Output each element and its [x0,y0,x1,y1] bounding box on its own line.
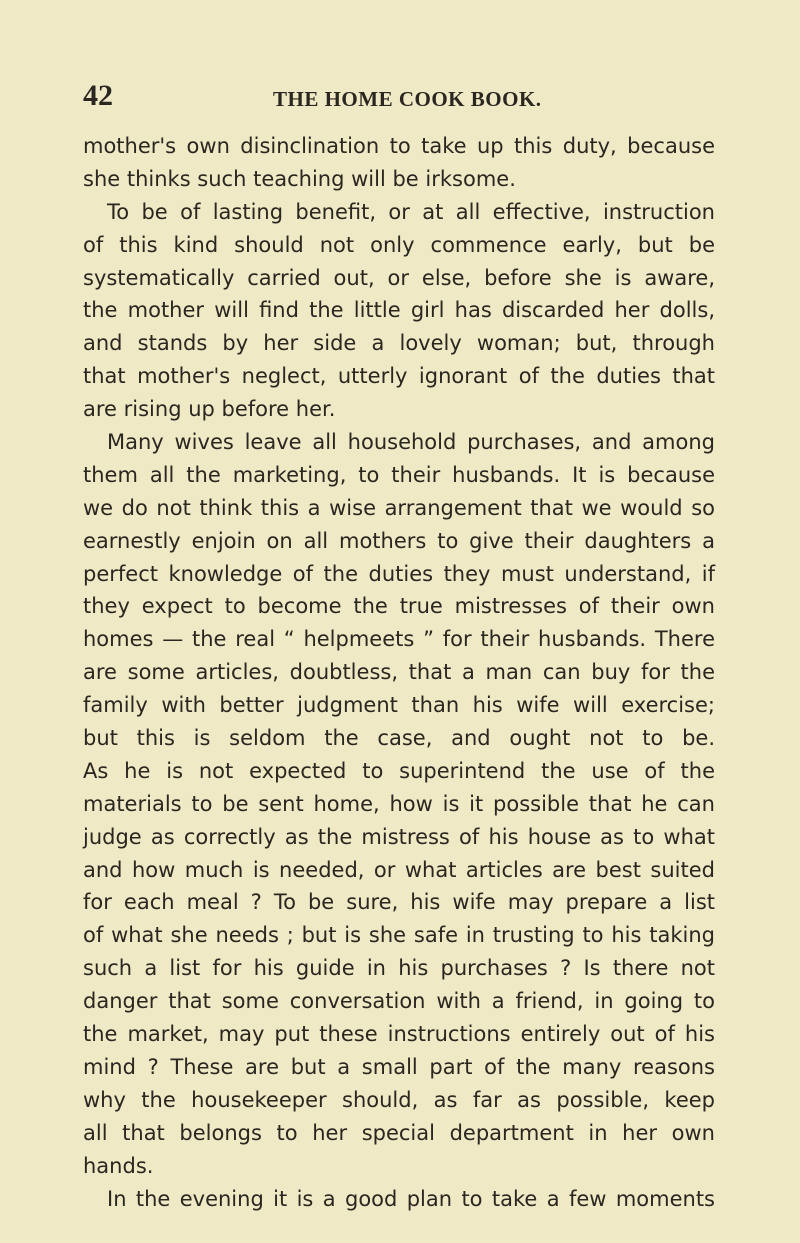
page-number: 42 [83,79,113,112]
text-line: hands. [83,1153,154,1178]
text-line: Many wives leave all household purchases, and among [107,430,715,455]
text-line: that mother's neglect, utterly ignorant of the duties that [83,364,715,389]
text-line: they expect to become the true mistresses of their own [83,594,715,619]
text-line: family with better judgment than his wife will exercise; [83,693,715,718]
text-line: and how much is needed, or what articles are best suited [83,857,715,882]
text-line: she thinks such teaching will be irksome. [83,166,516,191]
text-line: are rising up before her. [83,397,336,422]
text-line: danger that some conversation with a friend, in going to [83,989,715,1014]
text-line: In the evening it is a good plan to take a few moments [107,1186,715,1211]
text-line: the market, may put these instructions entirely out of his [83,1022,715,1047]
text-line: homes — the real “ helpmeets ” for their husbands. There [83,627,715,652]
text-line: them all the marketing, to their husbands. It is because [83,462,715,487]
body-text [83,130,715,1215]
text-line: for each meal ? To be sure, his wife may prepare a list [83,890,715,915]
text-line: To be of lasting benefit, or at all effective, instruction [107,199,715,224]
page-header [83,78,723,118]
text-line: the mother will find the little girl has discarded her dolls, [83,298,715,323]
text-line: As he is not expected to superintend the use of the [83,758,715,783]
text-line: materials to be sent home, how is it possible that he can [83,791,715,816]
running-title: THE HOME COOK BOOK. [273,87,542,111]
text-line: mother's own disinclination to take up this duty, because [83,134,715,158]
text-line: of what she needs ; but is she safe in trusting to his taking [83,923,715,948]
text-line: mind ? These are but a small part of the many reasons [83,1054,715,1079]
text-line: earnestly enjoin on all mothers to give their daughters a [83,528,715,553]
text-line: and stands by her side a lovely woman; but, through [83,331,715,356]
text-line: all that belongs to her special department in her own [83,1120,715,1145]
text-line: we do not think this a wise arrangement that we would so [83,495,715,520]
text-line: such a list for his guide in his purchases ? Is there not [83,956,715,981]
text-line: perfect knowledge of the duties they must understand, if [83,561,715,586]
text-line: systematically carried out, or else, before she is aware, [83,265,715,290]
text-line: of this kind should not only commence early, but be [83,232,715,257]
text-line: are some articles, doubtless, that a man can buy for the [83,660,715,685]
text-line: but this is seldom the case, and ought not to be. [83,726,715,751]
text-line: judge as correctly as the mistress of his house as to what [83,824,715,849]
text-line: why the housekeeper should, as far as possible, keep [83,1087,715,1112]
